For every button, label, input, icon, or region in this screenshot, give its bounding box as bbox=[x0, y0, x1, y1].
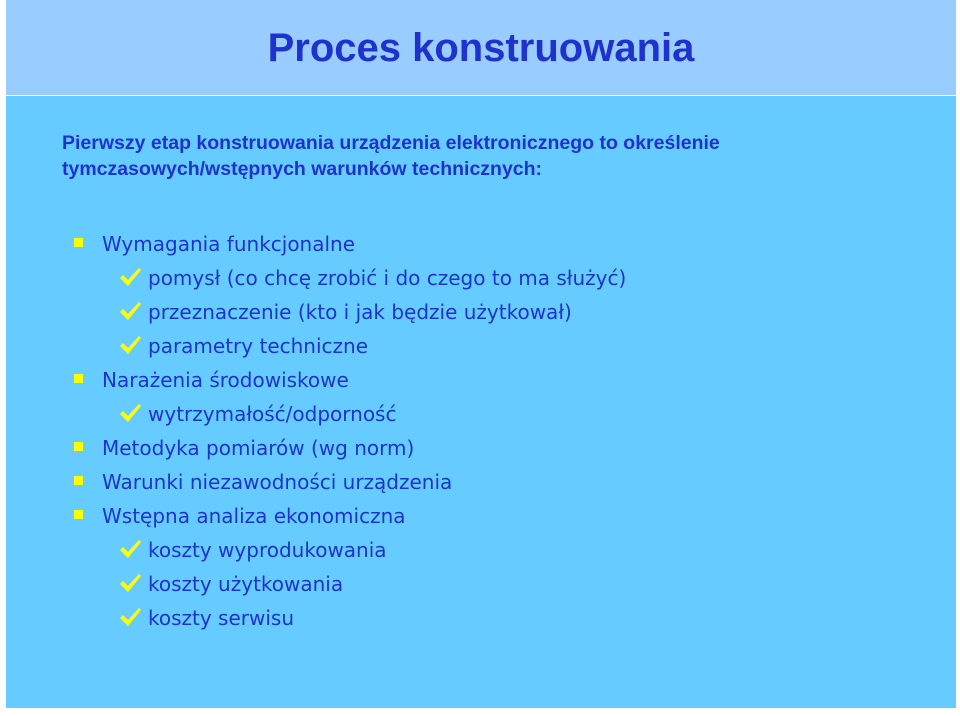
checkmark-icon bbox=[118, 299, 142, 323]
bullet-text: koszty użytkowania bbox=[148, 572, 344, 596]
bullet-item bbox=[66, 465, 626, 499]
bullet-text: koszty serwisu bbox=[148, 606, 295, 630]
sub-bullet-item bbox=[66, 261, 626, 295]
square-bullet-icon bbox=[74, 476, 83, 485]
bullet-item bbox=[66, 227, 626, 261]
bullet-text: Wstępna analiza ekonomiczna bbox=[102, 504, 406, 528]
title-bar bbox=[6, 0, 956, 95]
intro-text: Pierwszy etap konstruowania urządzenia elektronicznego to określenie tymczasowych/wstępnych warunków technicznych: bbox=[62, 132, 720, 180]
bullet-text: Narażenia środowiskowe bbox=[102, 368, 349, 392]
sub-bullet-item bbox=[66, 601, 626, 635]
bullet-text: Metodyka pomiarów (wg norm) bbox=[102, 436, 415, 460]
bullet-text: Warunki niezawodności urządzenia bbox=[102, 470, 453, 494]
square-bullet-icon bbox=[74, 374, 83, 383]
sub-bullet-item bbox=[66, 329, 626, 363]
checkmark-icon bbox=[118, 265, 142, 289]
bullet-text: wytrzymałość/odporność bbox=[148, 402, 397, 426]
checkmark-icon bbox=[118, 605, 142, 629]
bullet-text: przeznaczenie (kto i jak będzie użytkował) bbox=[148, 300, 572, 324]
bullet-item bbox=[66, 499, 626, 533]
checkmark-icon bbox=[118, 401, 142, 425]
checkmark-icon bbox=[118, 333, 142, 357]
bullet-item bbox=[66, 431, 626, 465]
content-area bbox=[6, 96, 956, 708]
bullet-text: parametry techniczne bbox=[148, 334, 368, 358]
sub-bullet-item bbox=[66, 397, 626, 431]
checkmark-icon bbox=[118, 571, 142, 595]
square-bullet-icon bbox=[74, 238, 83, 247]
square-bullet-icon bbox=[74, 442, 83, 451]
bullet-text: koszty wyprodukowania bbox=[148, 538, 387, 562]
bullet-item bbox=[66, 363, 626, 397]
sub-bullet-item bbox=[66, 567, 626, 601]
slide-title: Proces konstruowania bbox=[267, 25, 695, 70]
checkmark-icon bbox=[118, 537, 142, 561]
bullet-text: Wymagania funkcjonalne bbox=[102, 232, 356, 256]
square-bullet-icon bbox=[74, 510, 83, 519]
sub-bullet-item bbox=[66, 295, 626, 329]
bullet-list bbox=[66, 227, 626, 635]
sub-bullet-item bbox=[66, 533, 626, 567]
bullet-text: pomysł (co chcę zrobić i do czego to ma służyć) bbox=[148, 266, 627, 290]
